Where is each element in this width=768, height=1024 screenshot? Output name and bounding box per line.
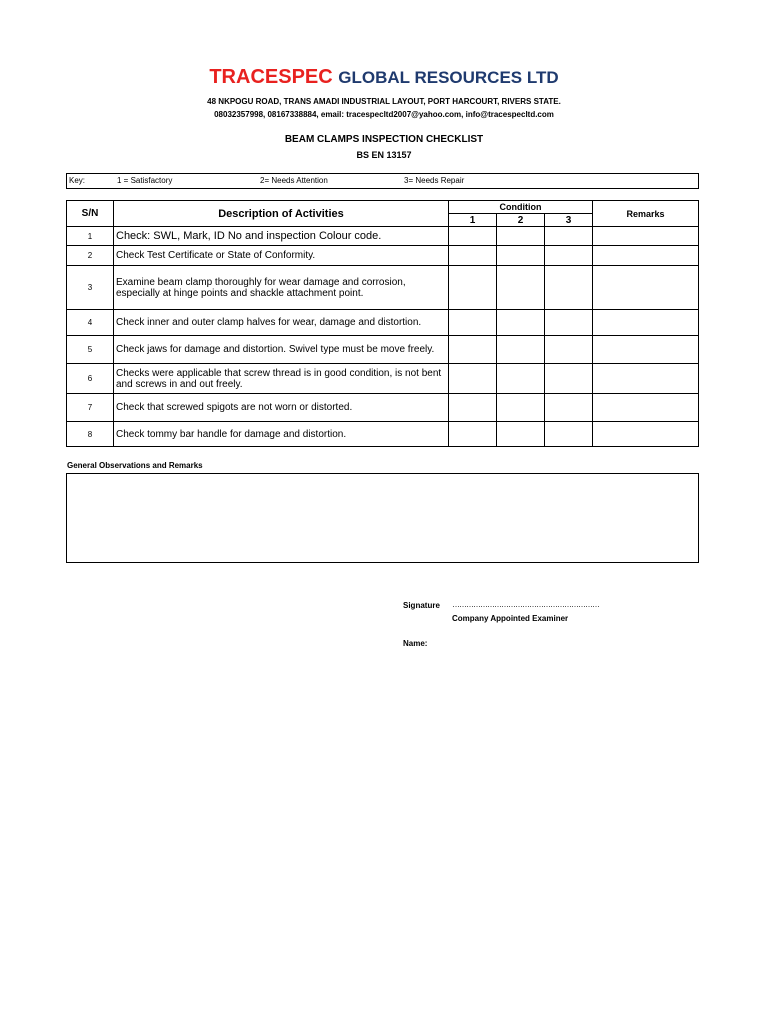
row-description: Check inner and outer clamp halves for wear, damage and distortion. [114, 310, 449, 336]
row-description: Check that screwed spigots are not worn or distorted. [114, 394, 449, 422]
condition-2-cell[interactable] [497, 422, 545, 447]
condition-2-cell[interactable] [497, 336, 545, 364]
row-description: Check Test Certificate or State of Conformity. [114, 246, 449, 266]
condition-1-cell[interactable] [449, 422, 497, 447]
condition-2-cell[interactable] [497, 364, 545, 394]
condition-1-cell[interactable] [449, 266, 497, 310]
condition-3-cell[interactable] [545, 266, 593, 310]
condition-3-cell[interactable] [545, 364, 593, 394]
row-sn: 4 [67, 310, 114, 336]
condition-1-cell[interactable] [449, 227, 497, 246]
condition-1-cell[interactable] [449, 394, 497, 422]
row-description: Checks were applicable that screw thread is in good condition, is not bent and screws in and out freely. [114, 364, 449, 394]
remarks-cell[interactable] [593, 227, 699, 246]
remarks-cell[interactable] [593, 246, 699, 266]
company-name-blue: GLOBAL RESOURCES LTD [338, 68, 559, 87]
observations-label: General Observations and Remarks [67, 461, 203, 470]
table-row [67, 266, 699, 310]
row-description: Check jaws for damage and distortion. Swivel type must be move freely. [114, 336, 449, 364]
key-satisfactory: 1 = Satisfactory [117, 176, 173, 185]
condition-2-cell[interactable] [497, 266, 545, 310]
condition-3-cell[interactable] [545, 227, 593, 246]
remarks-cell[interactable] [593, 310, 699, 336]
key-needs-repair: 3= Needs Repair [404, 176, 465, 185]
condition-3-cell[interactable] [545, 394, 593, 422]
company-address: 48 NKPOGU ROAD, TRANS AMADI INDUSTRIAL LAYOUT, PORT HARCOURT, RIVERS STATE. [207, 97, 561, 106]
condition-2-cell[interactable] [497, 246, 545, 266]
condition-3-cell[interactable] [545, 422, 593, 447]
condition-3-cell[interactable] [545, 246, 593, 266]
document-title: BEAM CLAMPS INSPECTION CHECKLIST [284, 134, 484, 145]
row-sn: 2 [67, 246, 114, 266]
condition-3-cell[interactable] [545, 336, 593, 364]
signature-line[interactable]: ……………………………………………………… [452, 600, 599, 609]
header-description: Description of Activities [114, 201, 449, 227]
standard-reference: BS EN 13157 [356, 150, 412, 160]
company-contact: 08032357998, 08167338884, email: tracespecltd2007@yahoo.com, info@tracespecltd.com [214, 110, 554, 119]
remarks-cell[interactable] [593, 266, 699, 310]
observations-box[interactable] [66, 473, 699, 563]
row-sn: 7 [67, 394, 114, 422]
key-needs-attention: 2= Needs Attention [260, 176, 328, 185]
remarks-cell[interactable] [593, 422, 699, 447]
row-sn: 5 [67, 336, 114, 364]
row-description: Check: SWL, Mark, ID No and inspection Colour code. [114, 227, 449, 246]
row-sn: 3 [67, 266, 114, 310]
condition-1-cell[interactable] [449, 364, 497, 394]
company-name [0, 66, 768, 89]
header-condition: Condition [449, 201, 593, 214]
header-remarks: Remarks [593, 201, 699, 227]
inspection-table [66, 200, 699, 447]
condition-1-cell[interactable] [449, 310, 497, 336]
remarks-cell[interactable] [593, 336, 699, 364]
table-row [67, 310, 699, 336]
key-legend [66, 173, 699, 189]
condition-2-cell[interactable] [497, 394, 545, 422]
table-row [67, 394, 699, 422]
key-label: Key: [69, 176, 86, 185]
row-sn: 1 [67, 227, 114, 246]
condition-1-cell[interactable] [449, 246, 497, 266]
header-condition-2: 2 [497, 214, 545, 227]
table-row [67, 246, 699, 266]
table-row [67, 422, 699, 447]
row-sn: 8 [67, 422, 114, 447]
name-label: Name: [403, 639, 428, 648]
signature-label: Signature [403, 601, 440, 610]
remarks-cell[interactable] [593, 394, 699, 422]
condition-2-cell[interactable] [497, 227, 545, 246]
row-description: Check tommy bar handle for damage and distortion. [114, 422, 449, 447]
condition-2-cell[interactable] [497, 310, 545, 336]
header-sn: S/N [67, 201, 114, 227]
condition-3-cell[interactable] [545, 310, 593, 336]
row-sn: 6 [67, 364, 114, 394]
table-row [67, 227, 699, 246]
header-condition-1: 1 [449, 214, 497, 227]
signature-subtitle: Company Appointed Examiner [452, 614, 569, 623]
company-name-red: TRACESPEC [209, 66, 333, 88]
row-description: Examine beam clamp thoroughly for wear damage and corrosion, especially at hinge points and shackle attachment point. [114, 266, 449, 310]
table-row [67, 364, 699, 394]
condition-1-cell[interactable] [449, 336, 497, 364]
remarks-cell[interactable] [593, 364, 699, 394]
table-row [67, 336, 699, 364]
header-condition-3: 3 [545, 214, 593, 227]
